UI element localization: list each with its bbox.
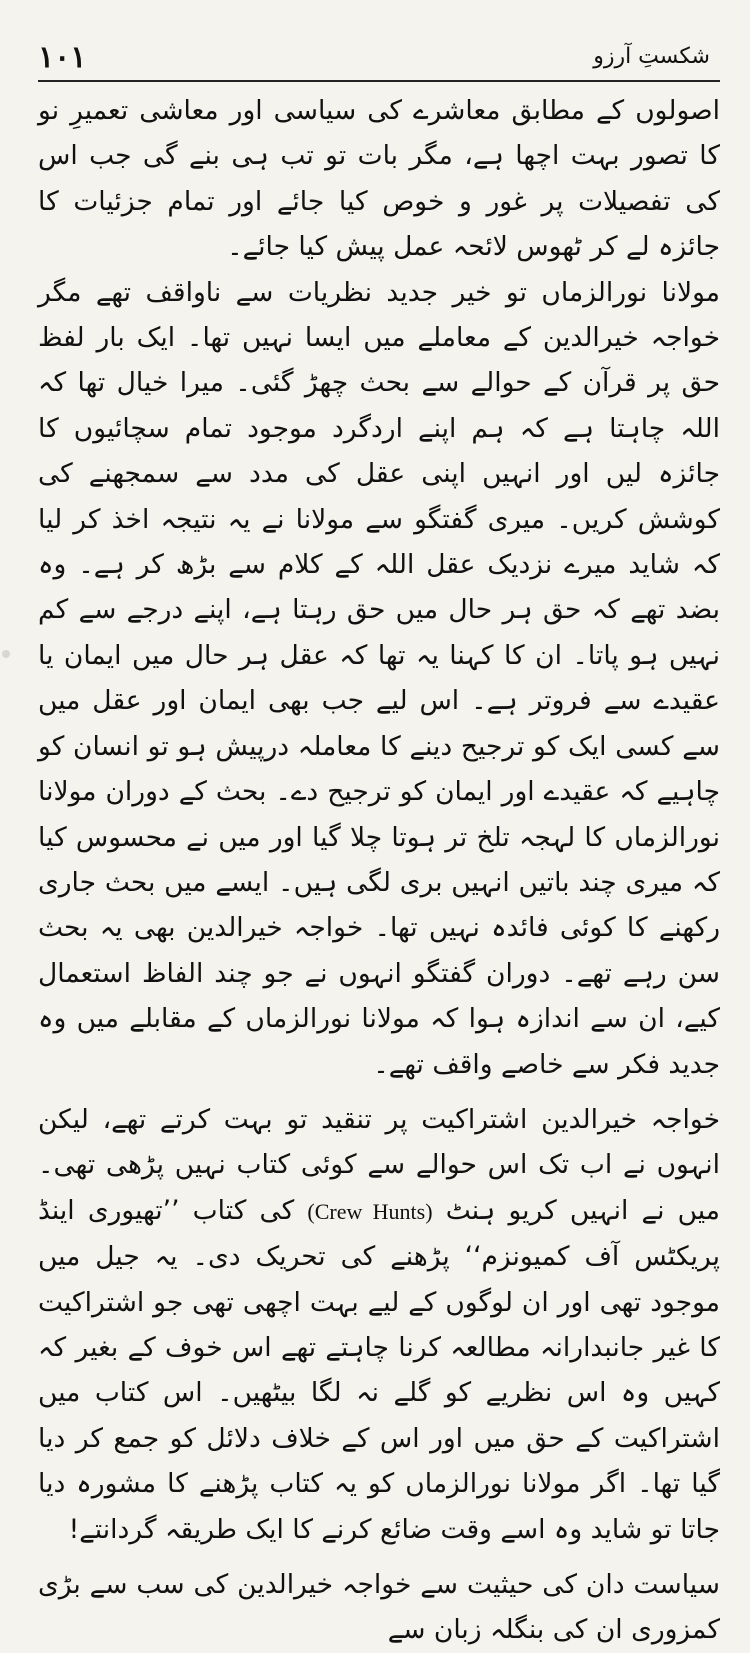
latin-author-name: (Crew Hunts): [307, 1198, 433, 1224]
paragraph-3-part-2: کی کتاب ’’تھیوری اینڈ پریکٹس آف کمیونزم‘‘ پڑھنے کی تحریک دی۔ یہ جیل میں موجود تھی اور ان لوگوں کے لیے بہت اچھی تھی جو اشتراکیت کا غیر جانبدارانہ مطالعہ کرنا چاہتے تھے اس خوف کے بغیر کہ کہیں وہ اس نظریے کو گلے نہ لگا بیٹھیں۔ اس کتاب میں اشتراکیت کے حق میں اور اس کے خلاف دلائل کو جمع کر دیا گیا تھا۔ اگر مولانا نورالزماں کو یہ کتاب پڑھنے کا مشورہ دیا جاتا تو شاید وہ اسے وقت ضائع کرنے کا ایک طریقہ گردانتے!: [38, 1194, 720, 1545]
paragraph-1: اصولوں کے مطابق معاشرے کی سیاسی اور معاشی تعمیرِ نو کا تصور بہت اچھا ہے، مگر بات تو تب ہی بنے گی جب اس کی تفصیلات پر غور و خوص کیا جائے اور تمام جزئیات کا جائزہ لے کر ٹھوس لائحہ عمل پیش کیا جائے۔: [38, 95, 720, 263]
page-number: ۱۰۱: [38, 40, 87, 75]
paragraph-4: سیاست دان کی حیثیت سے خواجہ خیرالدین کی سب سے بڑی کمزوری ان کی بنگلہ زبان سے: [38, 1569, 720, 1646]
paragraph-2: مولانا نورالزماں تو خیر جدید نظریات سے ناواقف تھے مگر خواجہ خیرالدین کے معاملے میں ایسا نہیں تھا۔ ایک بار لفظ حق پر قرآن کے حوالے سے بحث چھڑ گئی۔ میرا خیال تھا کہ اللہ چاہتا ہے کہ ہم اپنے اردگرد موجود تمام سچائیوں کا جائزہ لیں اور انہیں اپنی عقل کی مدد سے سمجھنے کی کوشش کریں۔ میری گفتگو سے مولانا نے یہ نتیجہ اخذ کر لیا کہ شاید میرے نزدیک عقل اللہ کے کلام سے بڑھ کر ہے۔ وہ بضد تھے کہ حق ہر حال میں حق رہتا ہے، اپنے درجے سے کم نہیں ہو پاتا۔ ان کا کہنا یہ تھا کہ عقل ہر حال میں ایمان یا عقیدے سے فروتر ہے۔ اس لیے جب بھی ایمان اور عقل میں سے کسی ایک کو ترجیح دینے کا معاملہ درپیش ہو تو انسان کو چاہیے کہ عقیدے اور ایمان کو ترجیح دے۔ بحث کے دوران مولانا نورالزماں کا لہجہ تلخ تر ہوتا چلا گیا اور میں نے محسوس کیا کہ میری چند باتیں انہیں بری لگی ہیں۔ ایسے میں بحث جاری رکھنے کا کوئی فائدہ نہیں تھا۔ خواجہ خیرالدین بھی یہ بحث سن رہے تھے۔ دوران گفتگو انہوں نے جو چند الفاظ استعمال کیے، ان سے اندازہ ہوا کہ مولانا نورالزماں کے مقابلے میں وہ جدید فکر سے خاصے واقف تھے۔: [38, 276, 720, 1080]
page-smudge: [2, 650, 10, 658]
page-header: [38, 40, 720, 82]
paragraph-3-part-1: خواجہ خیرالدین اشتراکیت پر تنقید تو بہت کرتے تھے، لیکن انہوں نے اب تک اس حوالے سے کوئی کتاب نہیں پڑھی تھی۔ میں نے انہیں کریو ہنٹ: [38, 1103, 721, 1226]
running-title: شکستِ آرزو: [593, 44, 710, 69]
page-body: [38, 88, 720, 1653]
paragraph-3: [38, 1097, 720, 1552]
